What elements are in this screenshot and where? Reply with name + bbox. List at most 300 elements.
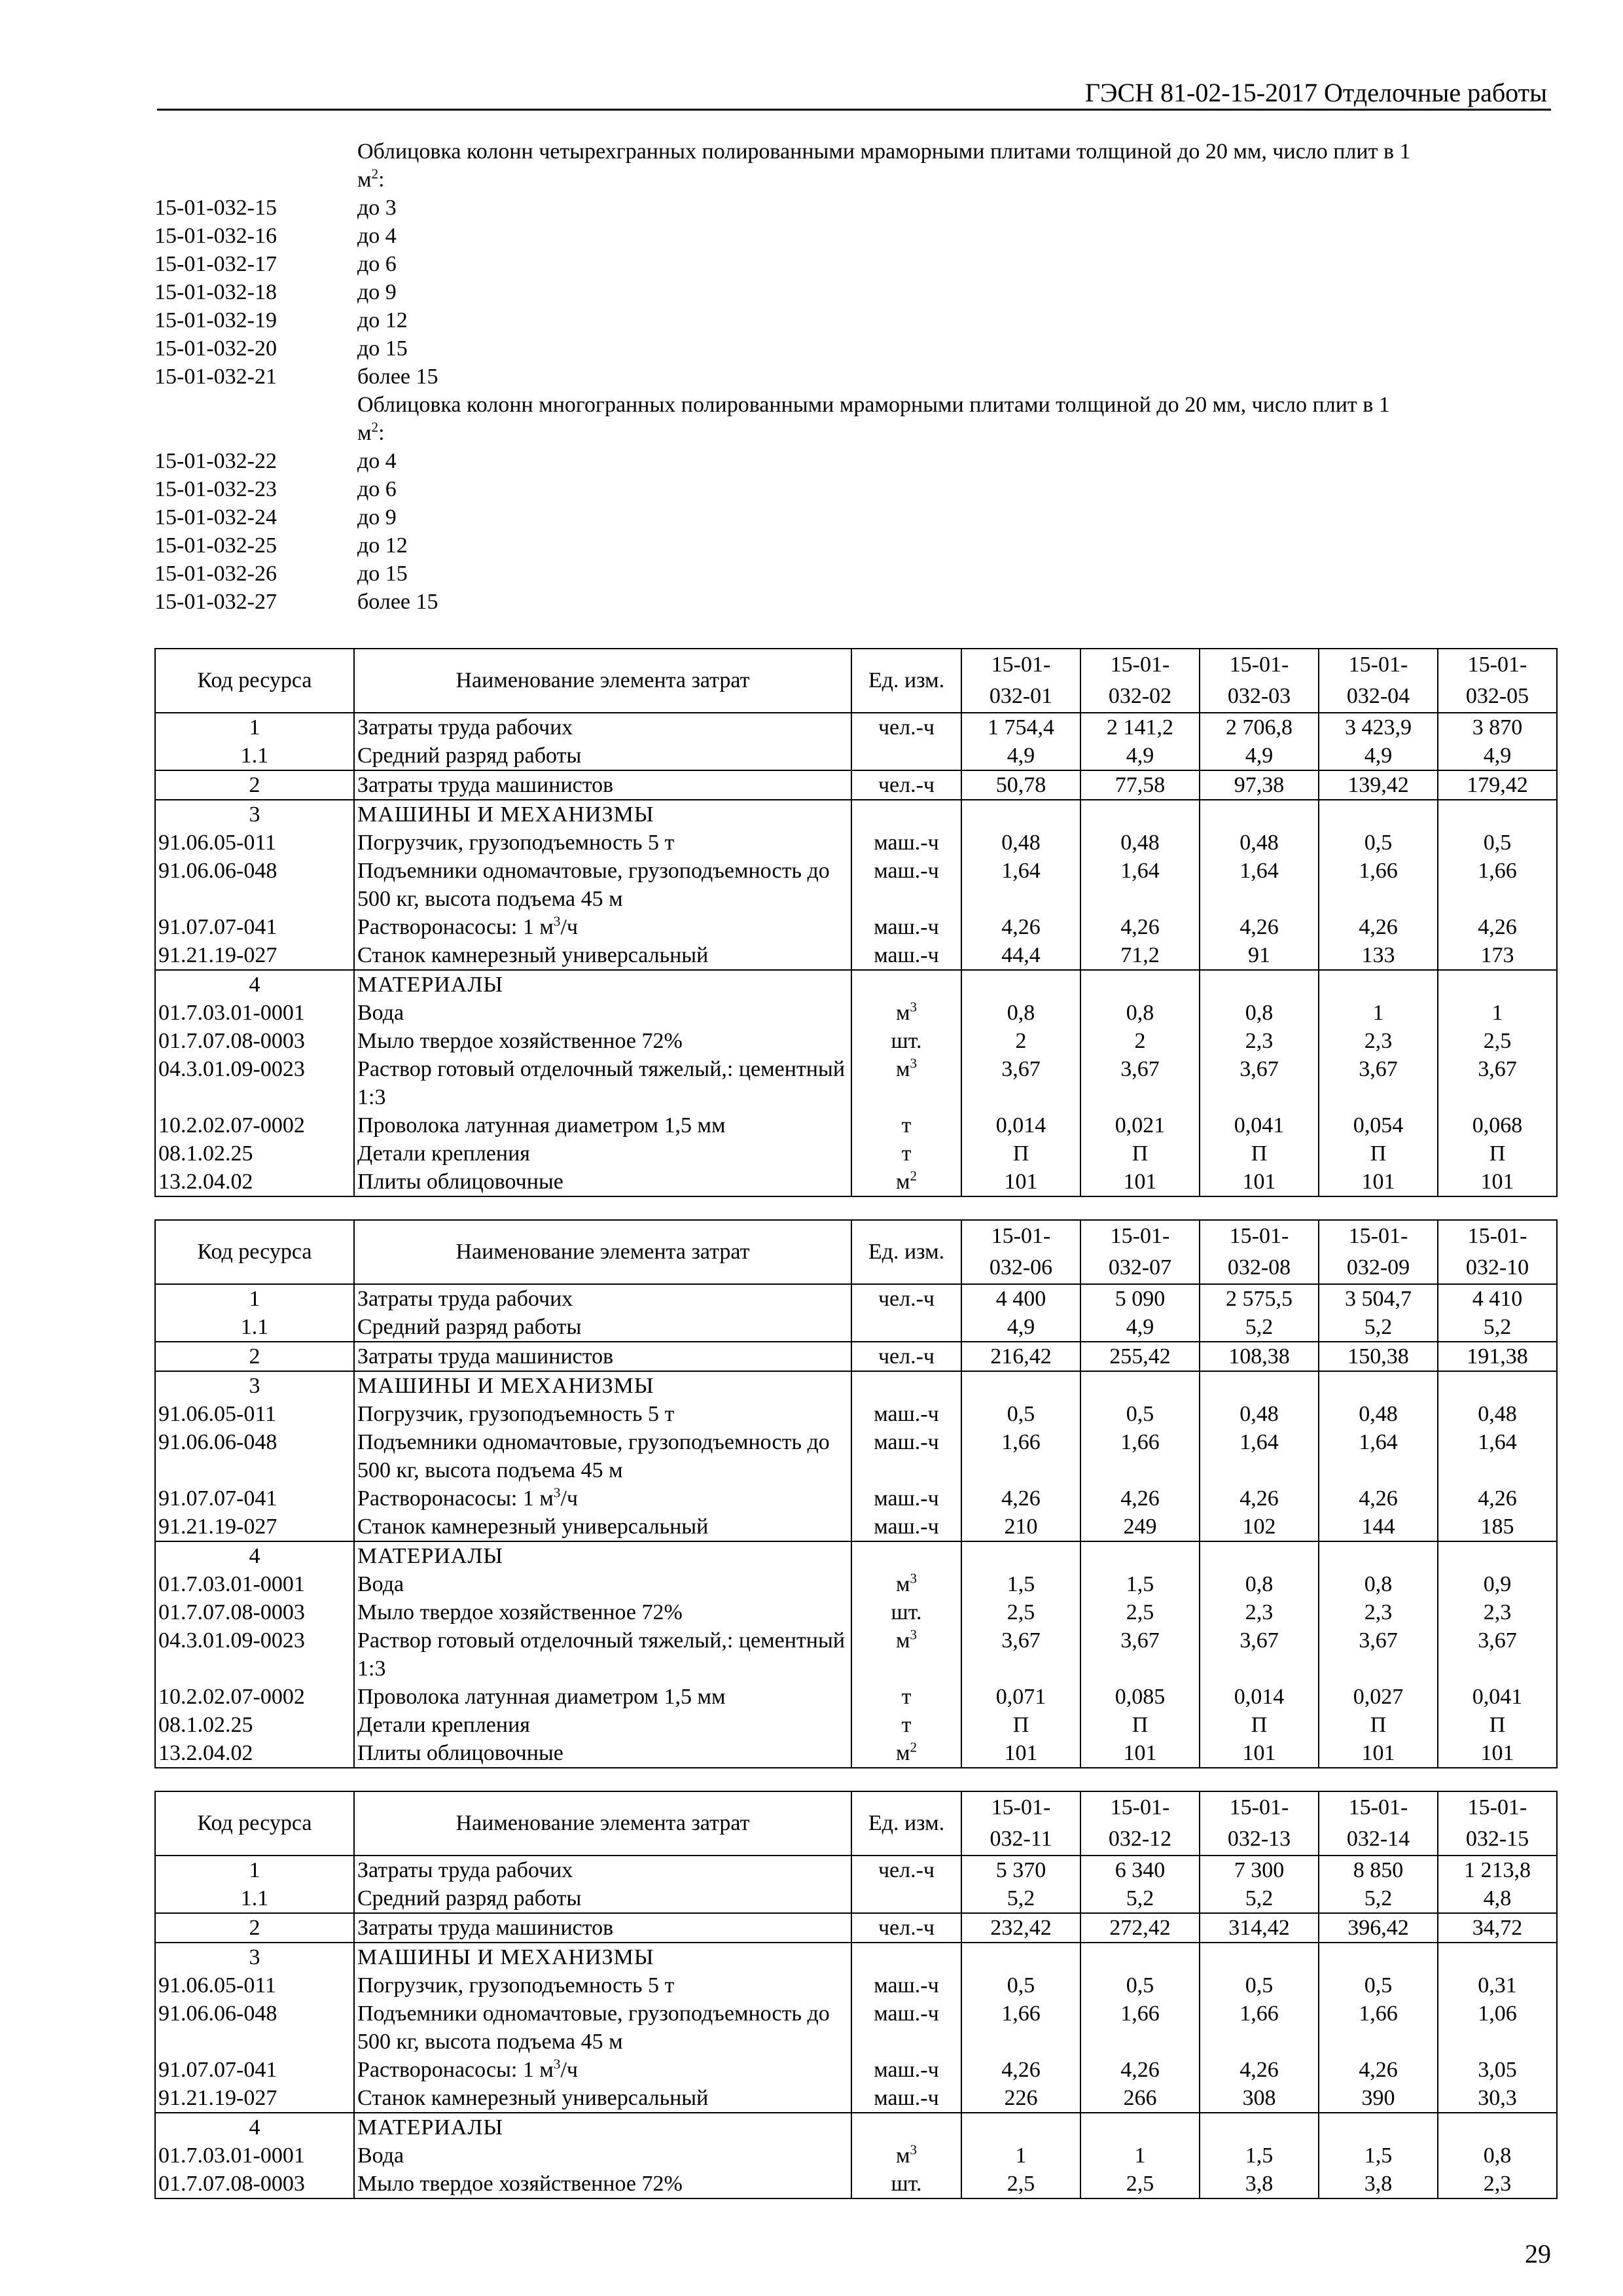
- intro-item: [154, 334, 1555, 363]
- resource-value: 0,5: [1080, 1400, 1200, 1428]
- resource-value: 2,3: [1438, 1598, 1557, 1626]
- table-row: [155, 970, 1557, 999]
- table-row: [155, 1739, 1557, 1768]
- resource-value: 0,021: [1080, 1111, 1200, 1139]
- column-header-code: 15-01- 032-05: [1438, 649, 1557, 713]
- resource-value: 1,5: [1200, 2142, 1319, 2170]
- resource-value: [1438, 1541, 1557, 1570]
- resource-value: 2 575,5: [1200, 1284, 1319, 1313]
- resource-name: Мыло твердое хозяйственное 72%: [354, 1027, 851, 1055]
- resource-code: 91.21.19-027: [155, 941, 354, 970]
- resource-value: [1319, 1541, 1438, 1570]
- intro-item-text: до 3: [357, 196, 397, 220]
- resource-value: [1200, 1541, 1319, 1570]
- resource-value: 0,8: [1080, 999, 1200, 1027]
- resource-value: 1,66: [1200, 2000, 1319, 2056]
- table-row: [155, 1884, 1557, 1913]
- intro-item-text: до 12: [357, 533, 408, 558]
- intro-item-text: до 6: [357, 477, 397, 501]
- header-title: ГЭСН 81-02-15-2017 Отделочные работы: [1084, 78, 1547, 107]
- resource-value: 1,64: [1200, 1428, 1319, 1484]
- column-header-code: 15-01- 032-12: [1080, 1791, 1200, 1856]
- resource-value: 4,26: [1200, 913, 1319, 941]
- intro-item: [154, 194, 1555, 222]
- resource-unit: маш.-ч: [851, 2056, 961, 2084]
- resource-value: 4,9: [1200, 742, 1319, 770]
- resource-value: 0,8: [1200, 1570, 1319, 1598]
- resource-value: [1200, 970, 1319, 999]
- resource-code: 4: [155, 970, 354, 999]
- table-row: [155, 770, 1557, 800]
- resource-value: 5,2: [961, 1884, 1080, 1913]
- intro-item: [154, 278, 1555, 306]
- table-row: [155, 1055, 1557, 1111]
- resource-code: 08.1.02.25: [155, 1139, 354, 1168]
- intro-item-text: до 15: [357, 562, 408, 586]
- resource-value: 4,26: [1438, 913, 1557, 941]
- resource-value: 210: [961, 1513, 1080, 1541]
- resource-value: 5,2: [1200, 1884, 1319, 1913]
- resource-name: Раствор готовый отделочный тяжелый,: цементный 1:3: [354, 1055, 851, 1111]
- table-row: [155, 2000, 1557, 2056]
- resource-value: 1,66: [1319, 857, 1438, 913]
- table-row: [155, 1913, 1557, 1943]
- resource-name: Детали крепления: [354, 1711, 851, 1739]
- resource-unit: маш.-ч: [851, 2084, 961, 2113]
- resource-value: 1,64: [1438, 1428, 1557, 1484]
- resource-value: 4,26: [1080, 1484, 1200, 1513]
- resource-value: 5,2: [1319, 1884, 1438, 1913]
- resource-name: Затраты труда машинистов: [354, 1342, 851, 1371]
- column-header: Ед. изм.: [851, 1220, 961, 1284]
- resource-value: 0,48: [1200, 1400, 1319, 1428]
- resource-code: 91.06.06-048: [155, 857, 354, 913]
- resource-value: 173: [1438, 941, 1557, 970]
- resource-value: 4,9: [1319, 742, 1438, 770]
- resource-name: Плиты облицовочные: [354, 1739, 851, 1768]
- resource-name: Средний разряд работы: [354, 1884, 851, 1913]
- resource-value: [961, 1371, 1080, 1400]
- table-row: [155, 1856, 1557, 1884]
- resource-name: МАШИНЫ И МЕХАНИЗМЫ: [354, 1371, 851, 1400]
- resource-value: 3,8: [1319, 2170, 1438, 2198]
- resource-value: 2,5: [1438, 1027, 1557, 1055]
- resource-value: 144: [1319, 1513, 1438, 1541]
- resource-code: 1.1: [155, 1884, 354, 1913]
- table-row: [155, 1598, 1557, 1626]
- resource-value: 0,041: [1438, 1683, 1557, 1711]
- intro-item: [154, 306, 1555, 334]
- resource-value: 1,66: [1319, 2000, 1438, 2056]
- resource-value: [1080, 970, 1200, 999]
- resource-value: 1: [1319, 999, 1438, 1027]
- resource-value: 1,64: [1319, 1428, 1438, 1484]
- resource-value: [961, 800, 1080, 829]
- table-row: [155, 913, 1557, 941]
- resource-value: 2,5: [1080, 2170, 1200, 2198]
- resource-unit: маш.-ч: [851, 1513, 961, 1541]
- column-header-code: 15-01- 032-02: [1080, 649, 1200, 713]
- table-row: [155, 742, 1557, 770]
- column-header-code: 15-01- 032-04: [1319, 649, 1438, 713]
- resource-value: 3,05: [1438, 2056, 1557, 2084]
- resource-value: 1,66: [961, 2000, 1080, 2056]
- resource-code: 01.7.03.01-0001: [155, 999, 354, 1027]
- intro-item-code: 15-01-032-20: [154, 336, 277, 361]
- resource-name: Мыло твердое хозяйственное 72%: [354, 1598, 851, 1626]
- resource-value: 3,8: [1200, 2170, 1319, 2198]
- table-row: [155, 829, 1557, 857]
- resource-value: [1200, 2113, 1319, 2142]
- intro-item: [154, 531, 1555, 560]
- group2-title: Облицовка колонн многогранных полированными мраморными плитами толщиной до 20 мм, число плит в 1: [357, 393, 1390, 417]
- resource-value: П: [961, 1711, 1080, 1739]
- resource-value: [1438, 1943, 1557, 1971]
- resource-value: 4,26: [961, 2056, 1080, 2084]
- intro-item: [154, 250, 1555, 278]
- resource-value: [1438, 970, 1557, 999]
- resource-value: [1438, 1371, 1557, 1400]
- table-row: [155, 941, 1557, 970]
- resource-value: 0,8: [1319, 1570, 1438, 1598]
- resource-unit: маш.-ч: [851, 2000, 961, 2056]
- resource-unit: чел.-ч: [851, 770, 961, 800]
- resource-value: 1,66: [1080, 1428, 1200, 1484]
- resource-value: 91: [1200, 941, 1319, 970]
- resource-value: 101: [1438, 1739, 1557, 1768]
- intro-item-text: до 6: [357, 252, 397, 276]
- resource-value: 1,64: [1080, 857, 1200, 913]
- resource-name: Затраты труда машинистов: [354, 1913, 851, 1943]
- resource-value: 101: [1319, 1739, 1438, 1768]
- resource-name: Средний разряд работы: [354, 1313, 851, 1342]
- resource-value: 0,48: [1080, 829, 1200, 857]
- resource-value: 1,66: [1080, 2000, 1200, 2056]
- resource-unit: маш.-ч: [851, 1400, 961, 1428]
- resource-value: П: [1438, 1711, 1557, 1739]
- resource-unit: [851, 1371, 961, 1400]
- resource-value: 0,014: [1200, 1683, 1319, 1711]
- page-header: [157, 77, 1551, 111]
- resource-value: 3,67: [1438, 1055, 1557, 1111]
- resource-value: 2,5: [961, 1598, 1080, 1626]
- table-row: [155, 2142, 1557, 2170]
- resource-unit: маш.-ч: [851, 913, 961, 941]
- resource-value: [1319, 800, 1438, 829]
- resource-code: 01.7.03.01-0001: [155, 1570, 354, 1598]
- table-row: [155, 999, 1557, 1027]
- resource-value: 4,9: [961, 742, 1080, 770]
- table-row: [155, 1626, 1557, 1683]
- resource-unit: $м^2$: [851, 1739, 961, 1768]
- resource-unit: т: [851, 1711, 961, 1739]
- resource-unit: чел.-ч: [851, 1913, 961, 1943]
- resource-name: Вода: [354, 1570, 851, 1598]
- resource-table-2: [154, 1219, 1558, 1768]
- intro-item-code: 15-01-032-17: [154, 252, 277, 276]
- resource-code: 1.1: [155, 1313, 354, 1342]
- resource-value: 133: [1319, 941, 1438, 970]
- resource-code: 01.7.07.08-0003: [155, 1598, 354, 1626]
- resource-value: 101: [961, 1739, 1080, 1768]
- resource-unit: маш.-ч: [851, 941, 961, 970]
- resource-value: [1080, 1943, 1200, 1971]
- resource-value: 5 370: [961, 1856, 1080, 1884]
- resource-value: 3,67: [961, 1626, 1080, 1683]
- resource-value: 0,9: [1438, 1570, 1557, 1598]
- resource-value: 4,9: [1080, 1313, 1200, 1342]
- resource-code: 13.2.04.02: [155, 1168, 354, 1196]
- resource-name: Подъемники одномачтовые, грузоподъемность до 500 кг, высота подъема 45 м: [354, 857, 851, 913]
- resource-value: 101: [1200, 1739, 1319, 1768]
- resource-value: 150,38: [1319, 1342, 1438, 1371]
- group2-rows: [154, 447, 1555, 616]
- column-header-code: 15-01- 032-11: [961, 1791, 1080, 1856]
- resource-value: [961, 1541, 1080, 1570]
- table-row: [155, 1284, 1557, 1313]
- intro-item: [154, 475, 1555, 503]
- resource-value: 77,58: [1080, 770, 1200, 800]
- resource-value: 4,9: [1438, 742, 1557, 770]
- resource-value: 0,5: [1319, 1971, 1438, 2000]
- resource-value: [1080, 800, 1200, 829]
- resource-value: 4,9: [961, 1313, 1080, 1342]
- table-row: [155, 1400, 1557, 1428]
- resource-unit: шт.: [851, 1027, 961, 1055]
- table-row: [155, 1570, 1557, 1598]
- resource-unit: т: [851, 1683, 961, 1711]
- resource-unit: шт.: [851, 1598, 961, 1626]
- resource-unit: маш.-ч: [851, 1484, 961, 1513]
- resource-unit: т: [851, 1139, 961, 1168]
- resource-value: П: [1080, 1711, 1200, 1739]
- resource-value: 1: [1080, 2142, 1200, 2170]
- resource-value: 4,26: [961, 913, 1080, 941]
- table-row: [155, 1971, 1557, 2000]
- resource-table-3: [154, 1791, 1558, 2199]
- resource-name: МАШИНЫ И МЕХАНИЗМЫ: [354, 800, 851, 829]
- resource-value: [1438, 2113, 1557, 2142]
- resource-value: [1319, 1371, 1438, 1400]
- intro-item-code: 15-01-032-16: [154, 224, 277, 248]
- resource-unit: чел.-ч: [851, 1284, 961, 1313]
- table-row: [155, 1541, 1557, 1570]
- intro-item-text: до 12: [357, 308, 408, 332]
- resource-value: 3,67: [1200, 1055, 1319, 1111]
- resource-code: 10.2.02.07-0002: [155, 1111, 354, 1139]
- resource-code: 2: [155, 1913, 354, 1943]
- resource-value: 34,72: [1438, 1913, 1557, 1943]
- resource-value: 0,5: [1200, 1971, 1319, 2000]
- resource-name: Мыло твердое хозяйственное 72%: [354, 2170, 851, 2198]
- resource-code: 91.06.06-048: [155, 1428, 354, 1484]
- column-header-code: 15-01- 032-10: [1438, 1220, 1557, 1284]
- resource-unit: $м^3$: [851, 1570, 961, 1598]
- resource-value: 30,3: [1438, 2084, 1557, 2113]
- resource-name: Погрузчик, грузоподъемность 5 т: [354, 1971, 851, 2000]
- resource-value: 4,26: [1200, 2056, 1319, 2084]
- resource-value: 2,3: [1319, 1027, 1438, 1055]
- resource-value: 272,42: [1080, 1913, 1200, 1943]
- resource-value: 101: [1080, 1168, 1200, 1196]
- resource-name: Проволока латунная диаметром 1,5 мм: [354, 1111, 851, 1139]
- resource-value: [1080, 2113, 1200, 2142]
- resource-value: П: [1319, 1711, 1438, 1739]
- resource-value: 3,67: [1319, 1055, 1438, 1111]
- table-row: [155, 1513, 1557, 1541]
- resource-name: Вода: [354, 999, 851, 1027]
- table-row: [155, 1484, 1557, 1513]
- resource-value: 390: [1319, 2084, 1438, 2113]
- resource-unit: маш.-ч: [851, 1971, 961, 2000]
- resource-value: 6 340: [1080, 1856, 1200, 1884]
- table-row: [155, 1428, 1557, 1484]
- resource-value: 1: [1438, 999, 1557, 1027]
- resource-value: 4,26: [1080, 913, 1200, 941]
- column-header-code: 15-01- 032-03: [1200, 649, 1319, 713]
- resource-value: 0,071: [961, 1683, 1080, 1711]
- intro-item-text: до 4: [357, 449, 397, 473]
- resource-code: 3: [155, 800, 354, 829]
- intro-item-text: до 15: [357, 336, 408, 361]
- resource-code: 04.3.01.09-0023: [155, 1055, 354, 1111]
- table-row: [155, 1139, 1557, 1168]
- resource-value: 2,3: [1438, 2170, 1557, 2198]
- resource-value: 0,068: [1438, 1111, 1557, 1139]
- resource-value: [961, 1943, 1080, 1971]
- resource-value: 2,3: [1319, 1598, 1438, 1626]
- table-row: [155, 1342, 1557, 1371]
- resource-value: 3,67: [1080, 1055, 1200, 1111]
- resource-value: [1200, 1943, 1319, 1971]
- resource-unit: чел.-ч: [851, 713, 961, 742]
- resource-value: 101: [1080, 1739, 1200, 1768]
- intro-item-code: 15-01-032-27: [154, 590, 277, 614]
- resource-value: 4,26: [1319, 1484, 1438, 1513]
- resource-value: 4 400: [961, 1284, 1080, 1313]
- intro-item-code: 15-01-032-24: [154, 505, 277, 529]
- column-header-code: 15-01- 032-07: [1080, 1220, 1200, 1284]
- column-header-code: 15-01- 032-15: [1438, 1791, 1557, 1856]
- resource-code: 3: [155, 1943, 354, 1971]
- resource-value: 108,38: [1200, 1342, 1319, 1371]
- resource-value: 0,5: [1319, 829, 1438, 857]
- resource-code: 91.21.19-027: [155, 1513, 354, 1541]
- resource-value: 1 213,8: [1438, 1856, 1557, 1884]
- resource-value: 3,67: [961, 1055, 1080, 1111]
- resource-value: 2,5: [1080, 1598, 1200, 1626]
- resource-value: 0,085: [1080, 1683, 1200, 1711]
- table-row: [155, 1943, 1557, 1971]
- resource-value: 97,38: [1200, 770, 1319, 800]
- resource-unit: чел.-ч: [851, 1342, 961, 1371]
- resource-name: МАТЕРИАЛЫ: [354, 2113, 851, 2142]
- resource-value: 0,027: [1319, 1683, 1438, 1711]
- resource-value: 232,42: [961, 1913, 1080, 1943]
- resource-value: 1,5: [1319, 2142, 1438, 2170]
- resource-value: 1,64: [961, 857, 1080, 913]
- resource-value: 0,8: [961, 999, 1080, 1027]
- intro-item-code: 15-01-032-26: [154, 562, 277, 586]
- resource-value: П: [1200, 1139, 1319, 1168]
- resource-name: Подъемники одномачтовые, грузоподъемность до 500 кг, высота подъема 45 м: [354, 2000, 851, 2056]
- resource-code: 1.1: [155, 742, 354, 770]
- resource-value: 5,2: [1438, 1313, 1557, 1342]
- column-header: Наименование элемента затрат: [354, 1791, 851, 1856]
- intro-item: [154, 363, 1555, 391]
- resource-value: 0,5: [1080, 1971, 1200, 2000]
- resource-value: [1200, 800, 1319, 829]
- resource-code: 91.06.05-011: [155, 1971, 354, 2000]
- resource-value: П: [1438, 1139, 1557, 1168]
- resource-name: Погрузчик, грузоподъемность 5 т: [354, 1400, 851, 1428]
- column-header: Наименование элемента затрат: [354, 1220, 851, 1284]
- table-row: [155, 1711, 1557, 1739]
- resource-name: Затраты труда рабочих: [354, 1284, 851, 1313]
- column-header-code: 15-01- 032-09: [1319, 1220, 1438, 1284]
- resource-value: 101: [1438, 1168, 1557, 1196]
- column-header: Код ресурса: [155, 1220, 354, 1284]
- resource-value: 2,5: [961, 2170, 1080, 2198]
- resource-value: 266: [1080, 2084, 1200, 2113]
- resource-value: 102: [1200, 1513, 1319, 1541]
- resource-value: 1,66: [1438, 857, 1557, 913]
- resource-code: 08.1.02.25: [155, 1711, 354, 1739]
- resource-unit: [851, 1884, 961, 1913]
- resource-value: 5,2: [1200, 1313, 1319, 1342]
- resource-value: 255,42: [1080, 1342, 1200, 1371]
- resource-code: 91.07.07-041: [155, 2056, 354, 2084]
- resource-code: 2: [155, 1342, 354, 1371]
- intro-item: [154, 560, 1555, 588]
- resource-value: 191,38: [1438, 1342, 1557, 1371]
- resource-value: 1: [961, 2142, 1080, 2170]
- table-header-row: [155, 1220, 1557, 1284]
- resource-name: Погрузчик, грузоподъемность 5 т: [354, 829, 851, 857]
- resource-value: [1319, 1943, 1438, 1971]
- resource-unit: [851, 1943, 961, 1971]
- resource-name: Проволока латунная диаметром 1,5 мм: [354, 1683, 851, 1711]
- resource-table-1: [154, 648, 1558, 1197]
- intro-item-code: 15-01-032-19: [154, 308, 277, 332]
- intro-item-text: более 15: [357, 365, 438, 389]
- resource-value: 396,42: [1319, 1913, 1438, 1943]
- resource-value: 4,26: [1438, 1484, 1557, 1513]
- table-row: [155, 1027, 1557, 1055]
- resource-value: П: [1080, 1139, 1200, 1168]
- resource-value: 3 870: [1438, 713, 1557, 742]
- table-header-row: [155, 649, 1557, 713]
- resource-unit: $м^3$: [851, 2142, 961, 2170]
- resource-code: 4: [155, 1541, 354, 1570]
- resource-unit: т: [851, 1111, 961, 1139]
- resource-value: 0,8: [1438, 2142, 1557, 2170]
- resource-value: 5,2: [1080, 1884, 1200, 1913]
- resource-value: 1,64: [1200, 857, 1319, 913]
- group1-rows: [154, 194, 1555, 391]
- resource-value: 0,5: [1438, 829, 1557, 857]
- resource-value: 0,041: [1200, 1111, 1319, 1139]
- page-number: 29: [1525, 2239, 1551, 2269]
- resource-value: 0,5: [961, 1971, 1080, 2000]
- table-row: [155, 2113, 1557, 2142]
- resource-value: 0,48: [961, 829, 1080, 857]
- resource-code: 2: [155, 770, 354, 800]
- column-header: Код ресурса: [155, 649, 354, 713]
- resource-value: 4,9: [1080, 742, 1200, 770]
- resource-value: 2: [1080, 1027, 1200, 1055]
- resource-value: [1319, 2113, 1438, 2142]
